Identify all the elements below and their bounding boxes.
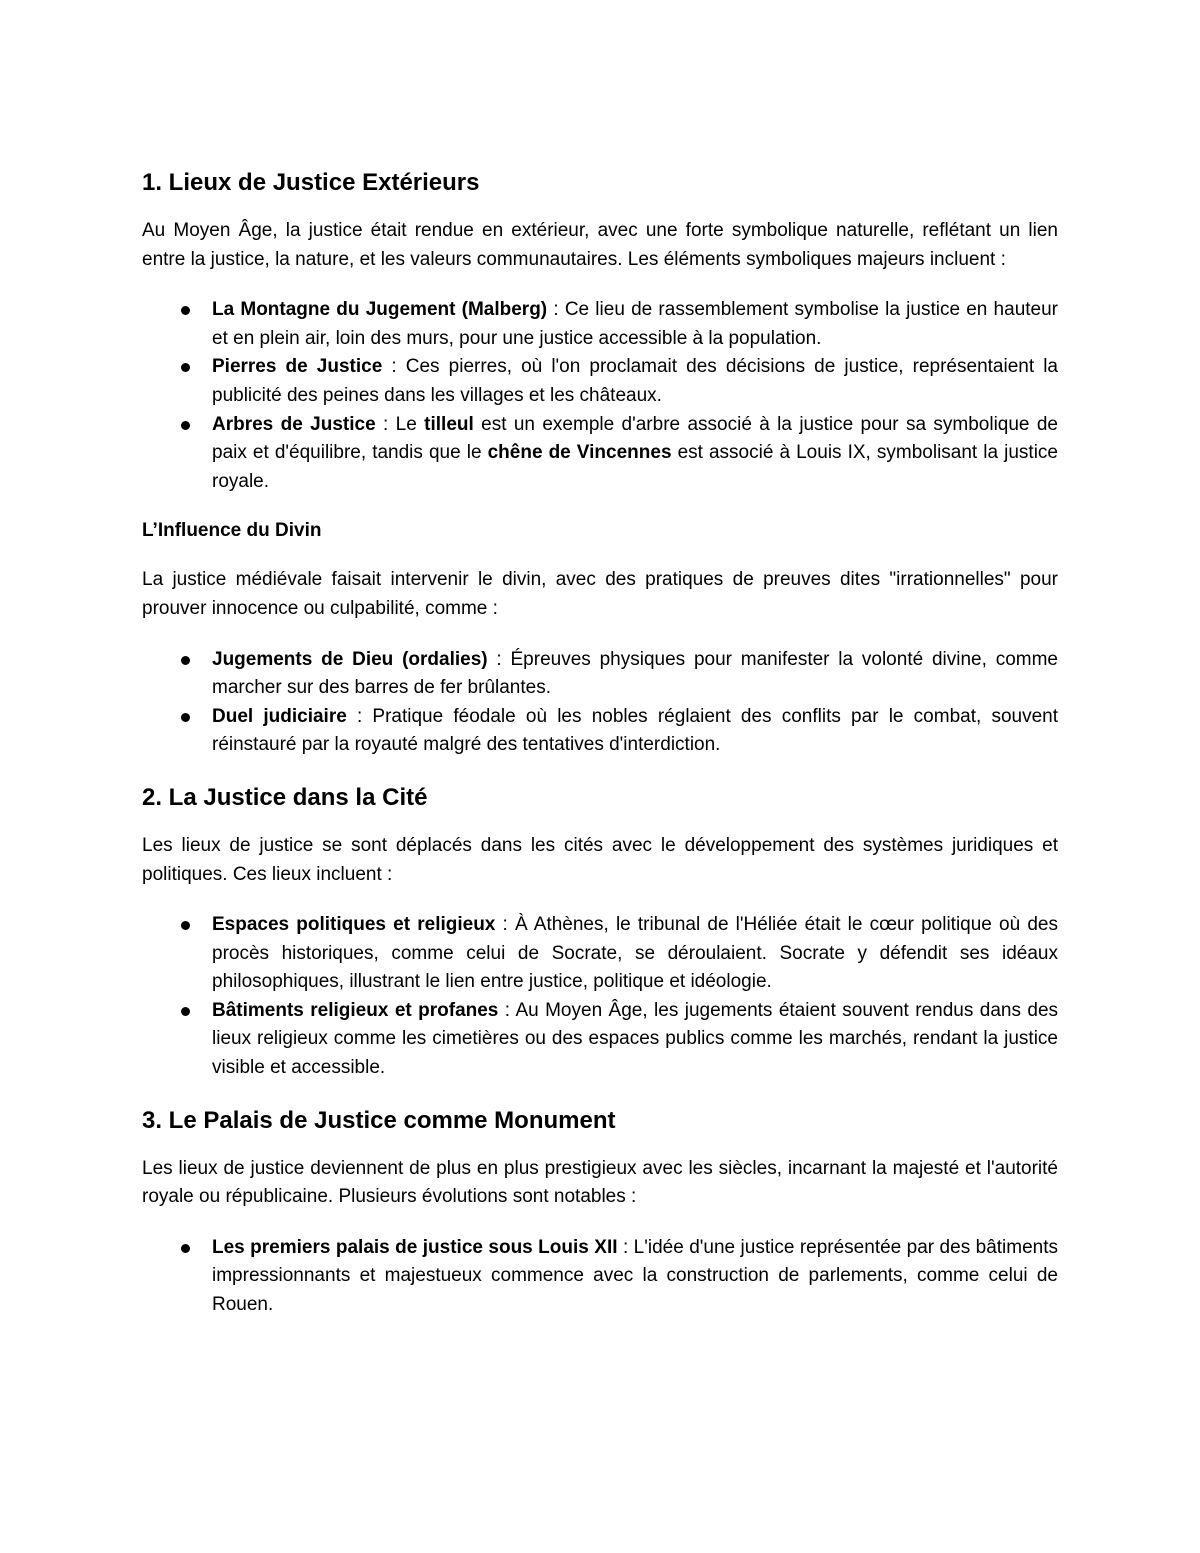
item-text: : L'idée d'une justice représentée par des bâtiments impressionnants et majestueux commence avec la construction de parlements, comme celui de Rouen.: [212, 1236, 1058, 1316]
item-text: : Ce lieu de rassemblement symbolise la justice en hauteur et en plein air, loin des murs, pour une justice accessible à la population.: [212, 299, 1058, 349]
bullet-icon: [181, 306, 190, 315]
item-text: est un exemple d'arbre associé à la justice pour sa symbolique de paix et d'équilibre, tandis que le: [212, 413, 1058, 464]
bullet-icon: [181, 1244, 190, 1253]
subsection-heading: L’Influence du Divin: [142, 520, 322, 542]
section-3-list: [142, 1234, 1058, 1320]
section-1-list: [142, 296, 1058, 496]
section-1-intro: Au Moyen Âge, la justice était rendue en extérieur, avec une forte symbolique naturelle, reflétant un lien entre la justice, la nature, et les valeurs communautaires. Les éléments symboliques majeurs incluent :: [142, 220, 1058, 270]
bullet-icon: [181, 1007, 190, 1016]
section-3-intro: Les lieux de justice deviennent de plus en plus prestigieux avec les siècles, incarnant la majesté et l'autorité royale ou républicaine. Plusieurs évolutions sont notables :: [142, 1157, 1058, 1208]
bullet-icon: [181, 421, 190, 430]
bullet-icon: [181, 713, 190, 722]
list-item: [142, 911, 1058, 997]
list-item: [142, 997, 1058, 1083]
bullet-icon: [181, 921, 190, 930]
item-text: : À Athènes, le tribunal de l'Héliée était le cœur politique où des procès historiques, comme celui de Socrate, se déroulaient. Socrate y défendit ses idéaux philosophiques, illustrant le lien entre justice, politique et idéologie.: [212, 914, 1058, 993]
list-item: [142, 296, 1058, 353]
bullet-icon: [181, 656, 190, 665]
section-3-heading: 3. Le Palais de Justice comme Monument: [142, 1106, 616, 1134]
item-text: : Ces pierres, où l'on proclamait des décisions de justice, représentaient la publicité des peines dans les villages et les châteaux.: [212, 356, 1058, 406]
item-term: Jugements de Dieu (ordalies): [212, 648, 488, 670]
section-2-list: [142, 911, 1058, 1083]
item-term: Espaces politiques et religieux: [212, 914, 496, 936]
document-page: [142, 167, 1058, 1342]
subsection-intro: La justice médiévale faisait intervenir le divin, avec des pratiques de preuves dites "irrationnelles" pour prouver innocence ou culpabilité, comme :: [142, 569, 1058, 619]
item-term: Pierres de Justice: [212, 356, 383, 378]
section-2-intro: Les lieux de justice se sont déplacés dans les cités avec le développement des systèmes juridiques et politiques. Ces lieux incluent :: [142, 834, 1058, 885]
list-item: [142, 411, 1058, 497]
item-bold-term: chêne de Vincennes: [487, 442, 672, 464]
list-item: [142, 1234, 1058, 1320]
item-term: La Montagne du Jugement (Malberg): [212, 299, 548, 321]
item-text: : Épreuves physiques pour manifester la volonté divine, comme marcher sur des barres de fer brûlantes.: [212, 648, 1058, 699]
section-1-heading: 1. Lieux de Justice Extérieurs: [142, 169, 480, 196]
item-text: est associé à Louis IX, symbolisant la justice royale.: [212, 442, 1058, 492]
item-term: Les premiers palais de justice sous Louis XII: [212, 1236, 618, 1258]
item-term: Duel judiciaire: [212, 705, 347, 727]
section-2-heading: 2. La Justice dans la Cité: [142, 783, 428, 811]
item-term: Bâtiments religieux et profanes: [212, 999, 499, 1021]
list-item: [142, 353, 1058, 410]
list-item: [142, 646, 1058, 703]
item-text: : Pratique féodale où les nobles réglaient des conflits par le combat, souvent réinstauré par la royauté malgré des tentatives d'interdiction.: [212, 705, 1058, 756]
item-bold-term: tilleul: [424, 413, 474, 435]
bullet-icon: [181, 363, 190, 372]
list-item: [142, 703, 1058, 760]
item-text: : Le: [375, 413, 425, 435]
item-term: Arbres de Justice: [212, 413, 376, 435]
subsection-list: [142, 646, 1058, 760]
item-text: : Au Moyen Âge, les jugements étaient souvent rendus dans des lieux religieux comme les cimetières ou des espaces publics comme les marchés, rendant la justice visible et accessible.: [212, 999, 1059, 1079]
